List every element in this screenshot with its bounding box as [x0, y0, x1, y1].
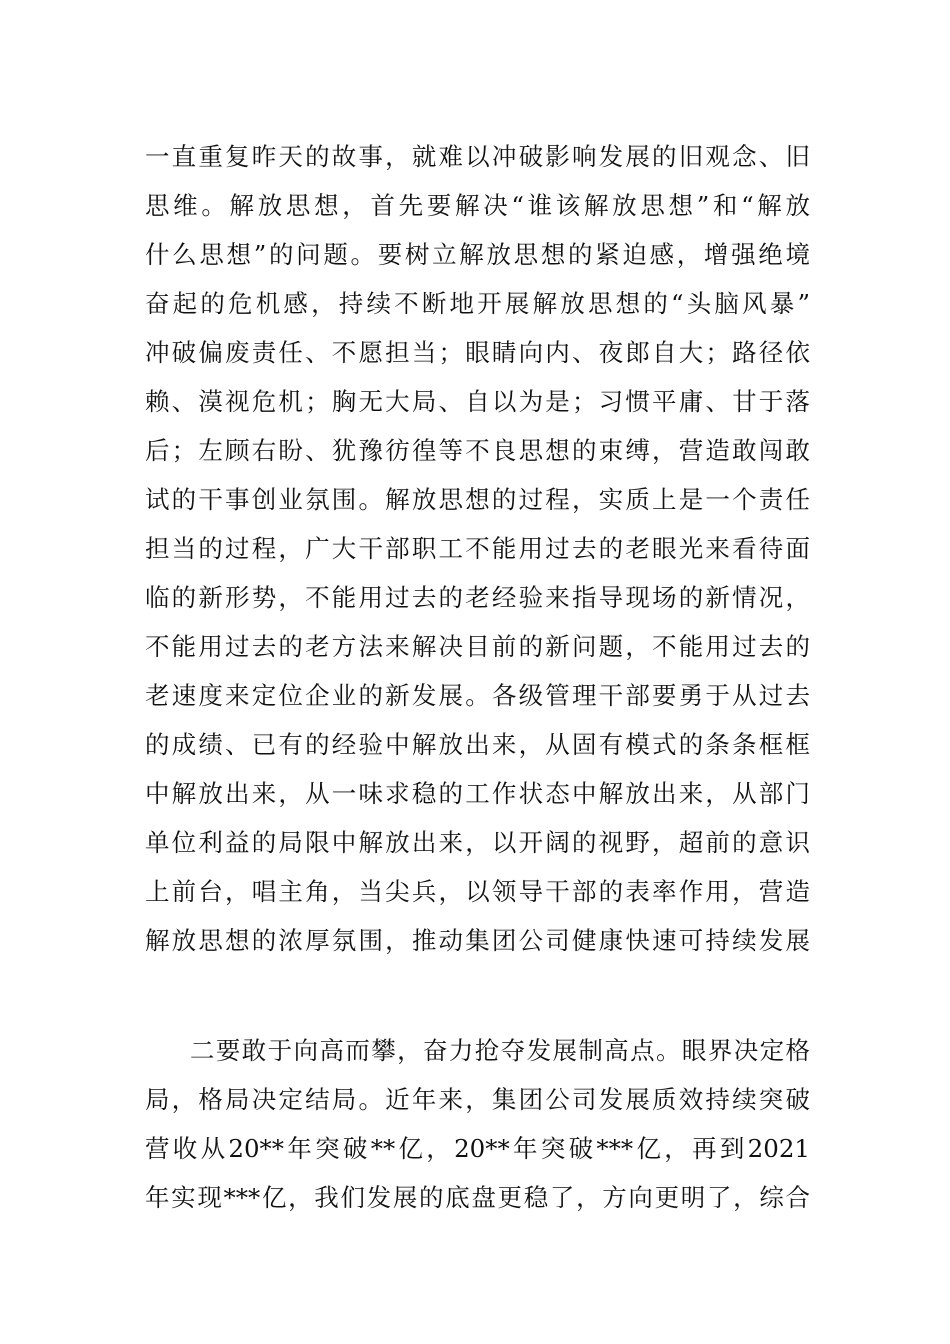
paragraph-line: 年实现***亿，我们发展的底盘更稳了，方向更明了，综合: [145, 1183, 810, 1212]
paragraph-2: [145, 1026, 810, 1222]
paragraph-1: [145, 132, 810, 965]
paragraph-line: 的成绩、已有的经验中解放出来，从固有模式的条条框框: [145, 730, 810, 759]
paragraph-line: 一直重复昨天的故事，就难以冲破影响发展的旧观念、旧: [145, 142, 810, 171]
paragraph-line: 不能用过去的老方法来解决目前的新问题，不能用过去的: [145, 632, 810, 661]
paragraph-line: 后；左顾右盼、犹豫彷徨等不良思想的束缚，营造敢闯敢: [145, 436, 810, 465]
paragraph-line: 担当的过程，广大干部职工不能用过去的老眼光来看待面: [145, 534, 810, 563]
paragraph-line: 二要敢于向高而攀，奋力抢夺发展制高点。眼界决定格: [190, 1036, 810, 1065]
paragraph-line: 中解放出来，从一味求稳的工作状态中解放出来，从部门: [145, 779, 810, 808]
paragraph-line: 试的干事创业氛围。解放思想的过程，实质上是一个责任: [145, 485, 810, 514]
paragraph-line: 思维。解放思想，首先要解决“谁该解放思想”和“解放: [145, 191, 810, 220]
paragraph-line: 老速度来定位企业的新发展。各级管理干部要勇于从过去: [145, 681, 810, 710]
paragraph-line: 解放思想的浓厚氛围，推动集团公司健康快速可持续发展: [145, 926, 810, 955]
paragraph-line: 营收从20**年突破**亿，20**年突破***亿，再到2021: [145, 1134, 810, 1163]
paragraph-line: 单位利益的局限中解放出来，以开阔的视野，超前的意识: [145, 828, 810, 857]
paragraph-line: 局，格局决定结局。近年来，集团公司发展质效持续突破: [145, 1085, 810, 1114]
paragraph-line: 赖、漠视危机；胸无大局、自以为是；习惯平庸、甘于落: [145, 387, 810, 416]
paragraph-line: 什么思想”的问题。要树立解放思想的紧迫感，增强绝境: [145, 240, 810, 269]
paragraph-line: 上前台，唱主角，当尖兵，以领导干部的表率作用，营造: [145, 877, 810, 906]
paragraph-line: 冲破偏废责任、不愿担当；眼睛向内、夜郎自大；路径依: [145, 338, 810, 367]
paragraph-line: 临的新形势，不能用过去的老经验来指导现场的新情况，: [145, 583, 810, 612]
paragraph-line: 奋起的危机感，持续不断地开展解放思想的“头脑风暴”: [145, 289, 810, 318]
